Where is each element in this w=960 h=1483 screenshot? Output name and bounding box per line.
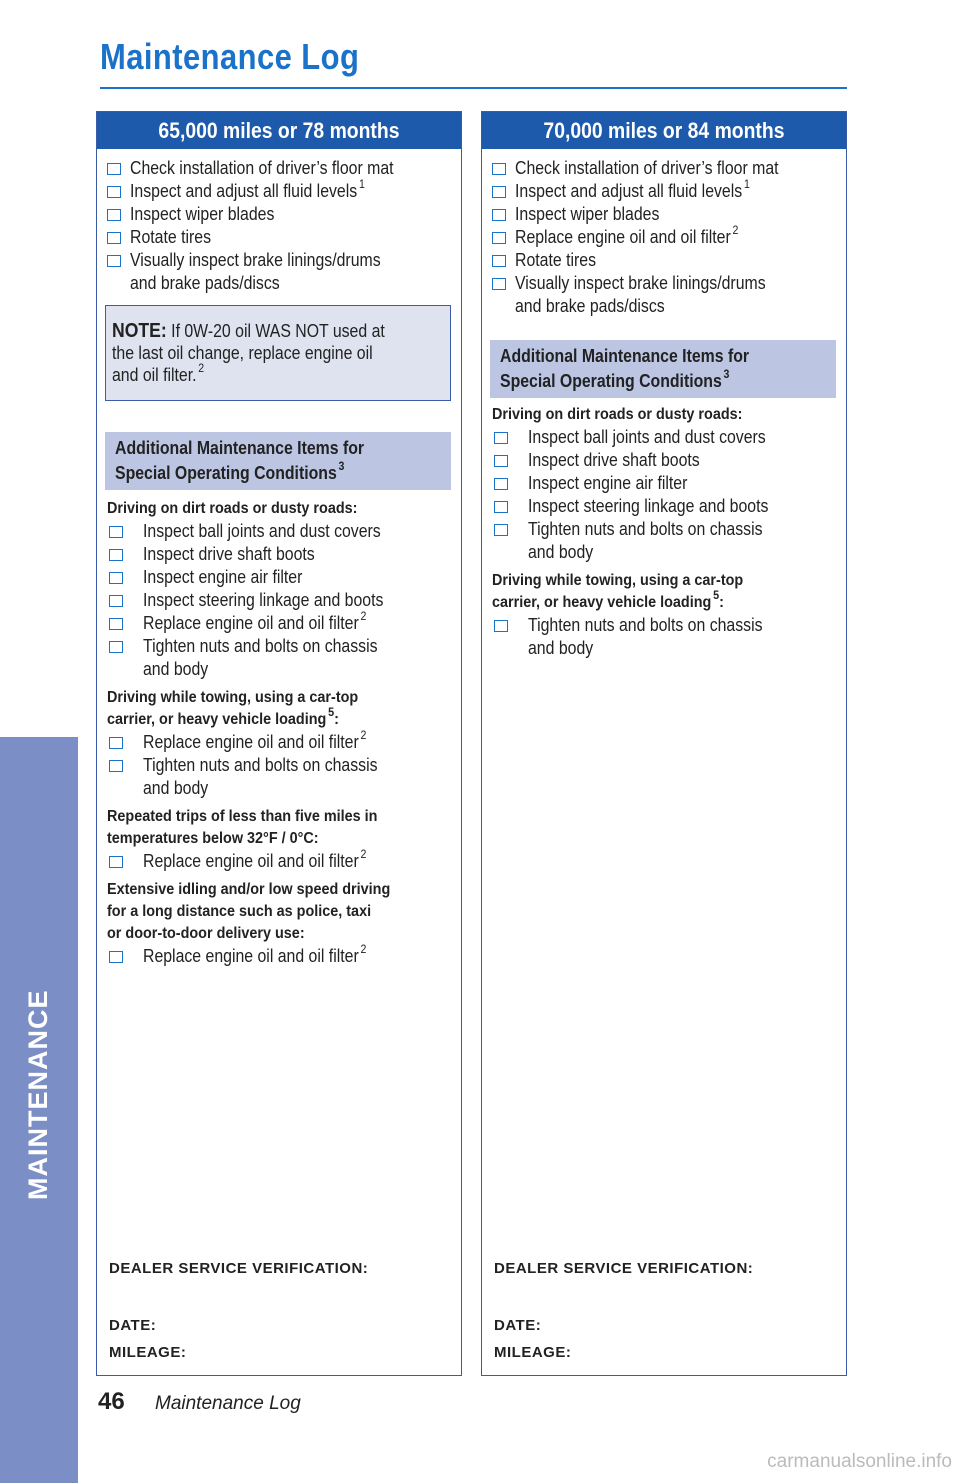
additional-items-header: Additional Maintenance Items for Special Operating Conditions $^3$	[490, 340, 836, 398]
checkbox[interactable]	[107, 209, 121, 221]
condition-dirt-roads	[482, 404, 846, 564]
checklist-item: Inspect steering linkage and boots	[490, 495, 846, 518]
checkbox[interactable]	[109, 760, 123, 772]
checklist-item: Inspect steering linkage and boots	[105, 589, 461, 612]
checkbox[interactable]	[492, 186, 506, 198]
checkbox[interactable]	[109, 572, 123, 584]
checklist-item: Inspect wiper blades	[490, 203, 846, 226]
checkbox[interactable]	[492, 232, 506, 244]
checkbox[interactable]	[492, 278, 506, 290]
title-rule	[100, 87, 847, 89]
checkbox[interactable]	[492, 163, 506, 175]
checkbox[interactable]	[109, 549, 123, 561]
dealer-service-verification-label: DEALER SERVICE VERIFICATION:	[109, 1260, 369, 1277]
condition-towing	[482, 570, 846, 660]
checklist-item: Inspect engine air filter	[105, 566, 461, 589]
condition-dirt-roads	[97, 498, 461, 681]
checkbox[interactable]	[107, 186, 121, 198]
note-label: NOTE:	[112, 320, 167, 342]
page-number: 46	[98, 1388, 125, 1415]
checkbox[interactable]	[109, 856, 123, 868]
date-label: DATE:	[109, 1317, 157, 1334]
checkbox[interactable]	[494, 501, 508, 513]
checklist-item: Inspect drive shaft boots	[105, 543, 461, 566]
checkbox[interactable]	[109, 737, 123, 749]
checkbox[interactable]	[494, 455, 508, 467]
mileage-label: MILEAGE:	[494, 1344, 572, 1361]
checklist-item: Inspect wiper blades	[105, 203, 461, 226]
checkbox[interactable]	[109, 595, 123, 607]
checklist-item: Replace engine oil and oil filter $^2$	[105, 731, 461, 754]
checkbox[interactable]	[107, 232, 121, 244]
checklist-item: Replace engine oil and oil filter $^2$	[105, 945, 461, 968]
condition-idling	[97, 879, 461, 968]
additional-items-header: Additional Maintenance Items for Special Operating Conditions $^3$	[105, 432, 451, 490]
checklist	[97, 149, 461, 295]
checkbox[interactable]	[109, 641, 123, 653]
checklist-item: Inspect ball joints and dust covers	[490, 426, 846, 449]
checkbox[interactable]	[107, 163, 121, 175]
checklist-item: Rotate tires	[105, 226, 461, 249]
side-tab-label: MAINTENANCE	[23, 989, 53, 1200]
checklist-item: Replace engine oil and oil filter $^2$	[490, 226, 846, 249]
checkbox[interactable]	[109, 951, 123, 963]
checklist-item: Inspect and adjust all fluid levels $^1$	[490, 180, 846, 203]
date-label: DATE:	[494, 1317, 542, 1334]
checkbox[interactable]	[494, 524, 508, 536]
checklist-item: Check installation of driver’s floor mat	[490, 157, 846, 180]
condition-heading: Driving on dirt roads or dusty roads:	[107, 500, 358, 517]
checkbox[interactable]	[107, 255, 121, 267]
note-box: NOTE: If 0W-20 oil WAS NOT used at the last oil change, replace engine oil and oil filter. $^2$	[105, 305, 451, 401]
condition-heading: Repeated trips of less than five miles in temperatures below 32°F / 0°C:	[107, 808, 378, 847]
condition-short-trips	[97, 806, 461, 873]
checklist-item: Replace engine oil and oil filter $^2$	[105, 612, 461, 635]
checklist-item: Rotate tires	[490, 249, 846, 272]
checkbox[interactable]	[492, 255, 506, 267]
checklist-item: Tighten nuts and bolts on chassisand body	[105, 635, 461, 681]
log-column-70000	[481, 111, 847, 1376]
checklist-item: Inspect ball joints and dust covers	[105, 520, 461, 543]
condition-heading: Extensive idling and/or low speed driving for a long distance such as police, taxi or door-to-door delivery use:	[107, 881, 391, 942]
column-header: 65,000 miles or 78 months	[97, 112, 461, 149]
footer-section-label: Maintenance Log	[155, 1393, 301, 1414]
checkbox[interactable]	[494, 432, 508, 444]
checklist	[482, 149, 846, 318]
condition-heading: Driving on dirt roads or dusty roads:	[492, 406, 743, 423]
watermark: carmanualsonline.info	[767, 1451, 952, 1472]
checkbox[interactable]	[494, 620, 508, 632]
checklist-item: Tighten nuts and bolts on chassisand body	[105, 754, 461, 800]
checklist-item: Visually inspect brake linings/drumsand brake pads/discs	[490, 272, 846, 318]
checklist-item: Inspect engine air filter	[490, 472, 846, 495]
checklist-item: Tighten nuts and bolts on chassisand body	[490, 518, 846, 564]
checklist-item: Visually inspect brake linings/drumsand brake pads/discs	[105, 249, 461, 295]
checklist-item: Check installation of driver’s floor mat	[105, 157, 461, 180]
column-header: 70,000 miles or 84 months	[482, 112, 846, 149]
condition-heading: Driving while towing, using a car-top carrier, or heavy vehicle loading $^5$:	[492, 572, 744, 611]
checkbox[interactable]	[109, 618, 123, 630]
page-title: Maintenance Log	[100, 36, 360, 77]
checklist-item: Replace engine oil and oil filter $^2$	[105, 850, 461, 873]
condition-towing	[97, 687, 461, 800]
dealer-service-verification-label: DEALER SERVICE VERIFICATION:	[494, 1260, 754, 1277]
mileage-label: MILEAGE:	[109, 1344, 187, 1361]
checkbox[interactable]	[109, 526, 123, 538]
checkbox[interactable]	[492, 209, 506, 221]
log-column-65000	[96, 111, 462, 1376]
checklist-item: Tighten nuts and bolts on chassisand body	[490, 614, 846, 660]
checkbox[interactable]	[494, 478, 508, 490]
checklist-item: Inspect drive shaft boots	[490, 449, 846, 472]
checklist-item: Inspect and adjust all fluid levels $^1$	[105, 180, 461, 203]
condition-heading: Driving while towing, using a car-top carrier, or heavy vehicle loading $^5$:	[107, 689, 359, 728]
